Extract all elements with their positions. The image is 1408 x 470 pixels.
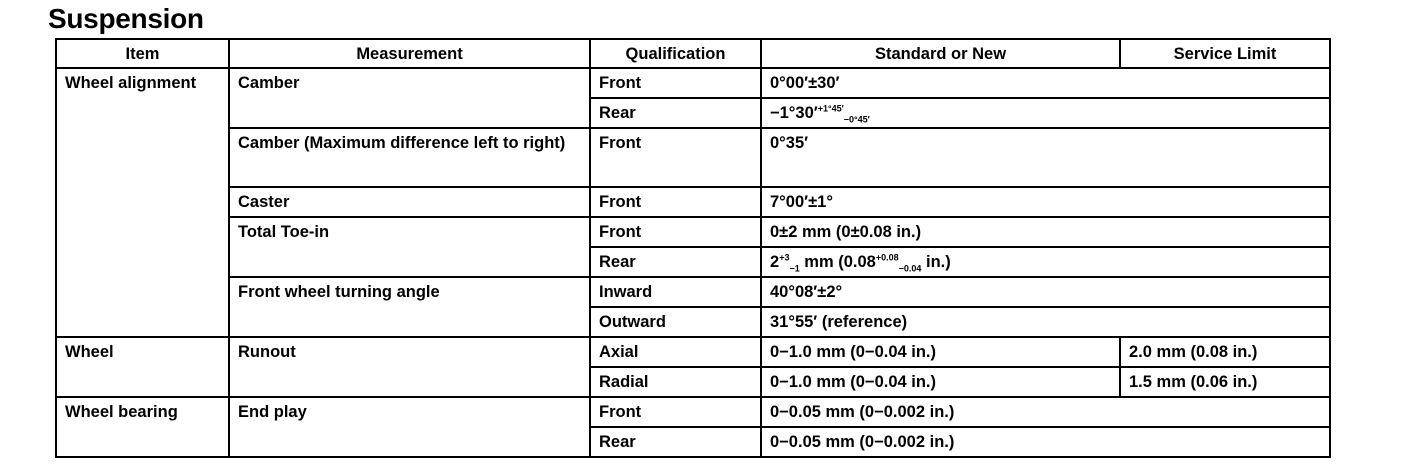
standard-cell — [761, 247, 1330, 277]
qualification-cell: Radial — [590, 367, 761, 397]
standard-value: in.) — [921, 253, 951, 271]
table-row — [56, 128, 1330, 187]
service-limit-cell: 2.0 mm (0.08 in.) — [1120, 337, 1330, 367]
tolerance-lower: −1 — [789, 263, 800, 274]
qualification-cell: Inward — [590, 277, 761, 307]
standard-cell: 0−0.05 mm (0−0.002 in.) — [761, 427, 1330, 457]
table-row — [56, 277, 1330, 307]
group-wheel: Wheel — [56, 337, 229, 397]
page-title: Suspension — [48, 3, 204, 34]
measurement-total-toe-in: Total Toe-in — [229, 217, 590, 277]
standard-cell: 0−1.0 mm (0−0.04 in.) — [761, 367, 1120, 397]
header-qualification: Qualification — [590, 39, 761, 68]
measurement-turning-angle: Front wheel turning angle — [229, 277, 590, 337]
standard-cell: 0°35′ — [761, 128, 1330, 187]
tolerance-lower: −0.04 — [898, 263, 922, 274]
standard-cell — [761, 98, 1330, 128]
header-item: Item — [56, 39, 229, 68]
measurement-caster: Caster — [229, 187, 590, 217]
table-header-row — [56, 39, 1330, 68]
standard-cell: 0−0.05 mm (0−0.002 in.) — [761, 397, 1330, 427]
service-limit-cell: 1.5 mm (0.06 in.) — [1120, 367, 1330, 397]
measurement-end-play: End play — [229, 397, 590, 457]
qualification-cell: Axial — [590, 337, 761, 367]
table-row — [56, 68, 1330, 98]
tolerance-upper: +1°45′ — [817, 103, 844, 114]
table-row — [56, 337, 1330, 367]
measurement-camber: Camber — [229, 68, 590, 128]
qualification-cell: Front — [590, 128, 761, 187]
standard-cell: 0°00′±30′ — [761, 68, 1330, 98]
standard-cell: 0−1.0 mm (0−0.04 in.) — [761, 337, 1120, 367]
standard-cell: 40°08′±2° — [761, 277, 1330, 307]
standard-cell: 31°55′ (reference) — [761, 307, 1330, 337]
standard-value: 2 — [770, 253, 780, 271]
qualification-cell: Front — [590, 68, 761, 98]
table-row — [56, 397, 1330, 427]
standard-cell: 0±2 mm (0±0.08 in.) — [761, 217, 1330, 247]
group-wheel-bearing: Wheel bearing — [56, 397, 229, 457]
measurement-camber-diff: Camber (Maximum difference left to right) — [229, 128, 590, 187]
header-service-limit: Service Limit — [1120, 39, 1330, 68]
qualification-cell: Rear — [590, 247, 761, 277]
qualification-cell: Front — [590, 397, 761, 427]
qualification-cell: Rear — [590, 427, 761, 457]
measurement-runout: Runout — [229, 337, 590, 397]
table-row — [56, 187, 1330, 217]
tolerance-lower: −0°45′ — [843, 114, 870, 125]
header-measurement: Measurement — [229, 39, 590, 68]
group-wheel-alignment: Wheel alignment — [56, 68, 229, 337]
qualification-cell: Outward — [590, 307, 761, 337]
tolerance-upper: +3 — [779, 252, 790, 263]
standard-cell: 7°00′±1° — [761, 187, 1330, 217]
suspension-spec-table — [55, 38, 1331, 458]
tolerance-upper: +0.08 — [875, 252, 899, 263]
qualification-cell: Front — [590, 217, 761, 247]
header-standard: Standard or New — [761, 39, 1120, 68]
table-row — [56, 217, 1330, 247]
standard-value: −1°30′ — [770, 104, 818, 122]
qualification-cell: Rear — [590, 98, 761, 128]
standard-value: mm (0.08 — [799, 253, 876, 271]
qualification-cell: Front — [590, 187, 761, 217]
